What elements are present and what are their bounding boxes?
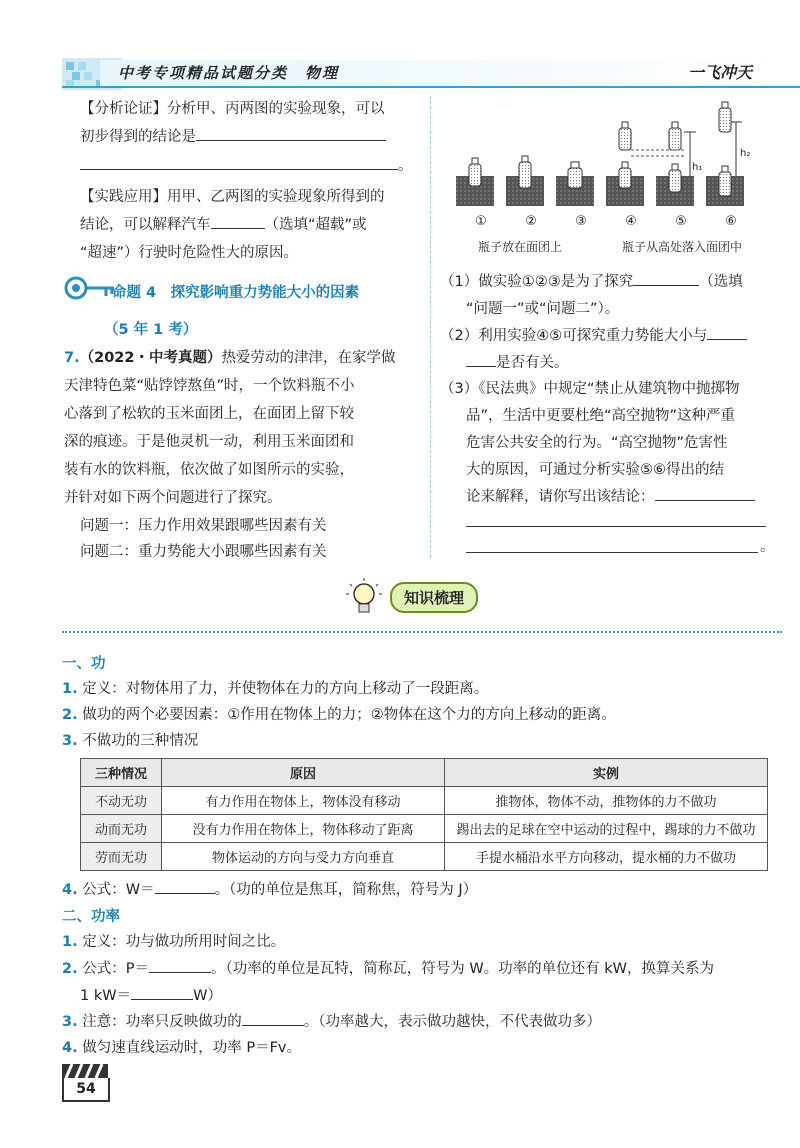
sec1-item-2: 2. 做功的两个必要因素：①作用在物体上的力；②物体在这个力的方向上移动的距离。 bbox=[62, 707, 616, 723]
answer-blank[interactable] bbox=[242, 1011, 304, 1026]
q7-line-1: 7.（2022・中考真题）热爱劳动的津津，在家学做 bbox=[64, 350, 396, 366]
answer-blank[interactable] bbox=[466, 352, 496, 367]
raised-bottle bbox=[619, 122, 631, 150]
no-work-table bbox=[80, 758, 768, 871]
table-cell: 踢出去的足球在空中运动的过程中，踢球的力不做功 bbox=[445, 815, 768, 843]
column-divider bbox=[430, 96, 431, 558]
sec2-title: 二、功率 bbox=[62, 909, 120, 925]
label-h1: h₁ bbox=[692, 162, 703, 173]
table-cell: 物体运动的方向与受力方向垂直 bbox=[162, 843, 445, 871]
answer-blank[interactable] bbox=[155, 879, 215, 894]
bottle bbox=[719, 166, 731, 196]
q7-problem-2: 问题二：重力势能大小跟哪些因素有关 bbox=[80, 544, 327, 560]
answer-blank[interactable] bbox=[196, 126, 386, 141]
answer-blank[interactable] bbox=[707, 325, 747, 340]
bottle bbox=[619, 162, 631, 188]
q7-line-5: 装有水的饮料瓶，依次做了如图所示的实验， bbox=[64, 462, 354, 478]
table-header: 原因 bbox=[162, 759, 445, 787]
clapper-icon bbox=[62, 1064, 108, 1078]
analysis-line-3: 。 bbox=[80, 152, 413, 180]
r-q3-line-2: 品”，生活中更要杜绝“高空抛物”这种严重 bbox=[466, 408, 736, 424]
table-header: 实例 bbox=[445, 759, 768, 787]
table-cell: 不动无功 bbox=[81, 787, 162, 815]
answer-blank[interactable] bbox=[211, 214, 265, 229]
q7-line-4: 深的痕迹。于是他灵机一动，利用玉米面团和 bbox=[64, 434, 354, 450]
analysis-line-2: 初步得到的结论是 bbox=[80, 123, 386, 151]
analysis-line-1: 【分析论证】分析甲、丙两图的实验现象，可以 bbox=[80, 101, 385, 117]
q7-line-2: 天津特色菜“贴饽饽熬鱼”时，一个饮料瓶不小 bbox=[64, 378, 355, 394]
sec2-item-3: 3. 注意：功率只反映做功的 。（功率越大，表示做功越快，不代表做功多） bbox=[62, 1008, 601, 1036]
key-icon bbox=[62, 270, 116, 306]
r-q3-line-1: （3）《民法典》中规定“禁止从建筑物中抛掷物 bbox=[440, 381, 740, 397]
table-row bbox=[81, 787, 768, 815]
practice-line-1: 【实践应用】用甲、乙两图的实验现象所得到的 bbox=[80, 189, 385, 205]
answer-blank[interactable] bbox=[655, 486, 755, 501]
r-q1-line-2: “问题一”或“问题二”）。 bbox=[466, 301, 620, 317]
r-q3-line-4: 大的原因，可通过分析实验⑤⑥得出的结 bbox=[466, 462, 724, 478]
answer-blank[interactable] bbox=[131, 985, 193, 1000]
practice-line-3: “超速”）行驶时危险性大的原因。 bbox=[80, 245, 299, 261]
table-cell: 动而无功 bbox=[81, 815, 162, 843]
topic-4-title: 命题 4 探究影响重力势能大小的因素 bbox=[112, 285, 360, 301]
knowledge-badge: 知识梳理 bbox=[390, 582, 478, 613]
table-cell: 手提水桶沿水平方向移动，提水桶的力不做功 bbox=[445, 843, 768, 871]
r-q3-line-3: 危害公共安全的行为。“高空抛物”危害性 bbox=[466, 435, 728, 451]
table-cell: 劳而无功 bbox=[81, 843, 162, 871]
section-divider bbox=[62, 631, 782, 633]
sec1-item-4: 4. 公式：W＝ 。（功的单位是焦耳，简称焦，符号为 J） bbox=[62, 876, 477, 904]
lightbulb-icon bbox=[344, 576, 384, 620]
answer-line[interactable] bbox=[466, 552, 758, 553]
q7-problem-1: 问题一：压力作用效果跟哪些因素有关 bbox=[80, 518, 327, 534]
sec2-item-1: 1. 定义：功与做功所用时间之比。 bbox=[62, 934, 286, 950]
table-header-row bbox=[81, 759, 768, 787]
answer-blank[interactable] bbox=[633, 271, 699, 286]
answer-blank[interactable] bbox=[149, 958, 211, 973]
figure-caption-left: 瓶子放在面团上 bbox=[478, 240, 563, 254]
table-row bbox=[81, 843, 768, 871]
r-q1-line-1: （1）做实验①②③是为了探究 （选填 bbox=[440, 268, 743, 296]
q7-line-6: 并针对如下两个问题进行了探究。 bbox=[64, 490, 282, 506]
figure-numbers: ① ② ③ ④ ⑤ ⑥ bbox=[475, 214, 737, 229]
experiment-figure bbox=[452, 98, 752, 210]
sec1-title: 一、功 bbox=[62, 656, 106, 672]
table-cell: 没有力作用在物体上，物体移动了距离 bbox=[162, 815, 445, 843]
practice-line-2: 结论，可以解释汽车 （选填“超载”或 bbox=[80, 211, 367, 239]
sec1-item-1: 1. 定义：对物体用了力，并使物体在力的方向上移动了一段距离。 bbox=[62, 681, 489, 697]
sec1-item-3: 3. 不做功的三种情况 bbox=[62, 733, 199, 749]
header-brand: 一飞冲天 bbox=[688, 63, 753, 82]
figure-caption-right: 瓶子从高处落入面团中 bbox=[622, 240, 743, 254]
sec2-item-2: 2. 公式：P＝ 。（功率的单位是瓦特，简称瓦，符号为 W。功率的单位还有 kW，换算关系为 bbox=[62, 955, 714, 983]
raised-bottle bbox=[719, 102, 731, 132]
table-cell: 有力作用在物体上，物体没有移动 bbox=[162, 787, 445, 815]
r-q2-line-2: 是否有关。 bbox=[466, 349, 569, 377]
sec2-item-2-cont: 1 kW＝ W） bbox=[80, 982, 222, 1010]
bottle bbox=[519, 156, 531, 188]
r-q2-line-1: （2）利用实验④⑤可探究重力势能大小与 bbox=[440, 322, 747, 350]
topic-count: （5 年 1 考） bbox=[104, 322, 198, 338]
page-number: 54 bbox=[62, 1078, 110, 1102]
table-header: 三种情况 bbox=[81, 759, 162, 787]
q7-line-3: 心落到了松软的玉米面团上，在面团上留下较 bbox=[64, 406, 354, 422]
raised-bottle bbox=[669, 122, 681, 150]
bottle bbox=[669, 164, 681, 192]
r-end-period: 。 bbox=[760, 539, 775, 555]
header-title: 中考专项精品试题分类 物理 bbox=[118, 64, 340, 82]
header-rule bbox=[62, 86, 800, 88]
sec2-item-4: 4. 做匀速直线运动时，功率 P＝Fv。 bbox=[62, 1040, 301, 1056]
bottle bbox=[469, 158, 481, 186]
answer-line[interactable] bbox=[466, 526, 766, 527]
r-q3-line-5: 论来解释，请你写出该结论： bbox=[466, 483, 755, 511]
table-row bbox=[81, 815, 768, 843]
bottle bbox=[568, 162, 582, 188]
label-h2: h₂ bbox=[740, 148, 751, 159]
answer-blank[interactable] bbox=[80, 155, 398, 170]
table-cell: 推物体，物体不动，推物体的力不做功 bbox=[445, 787, 768, 815]
